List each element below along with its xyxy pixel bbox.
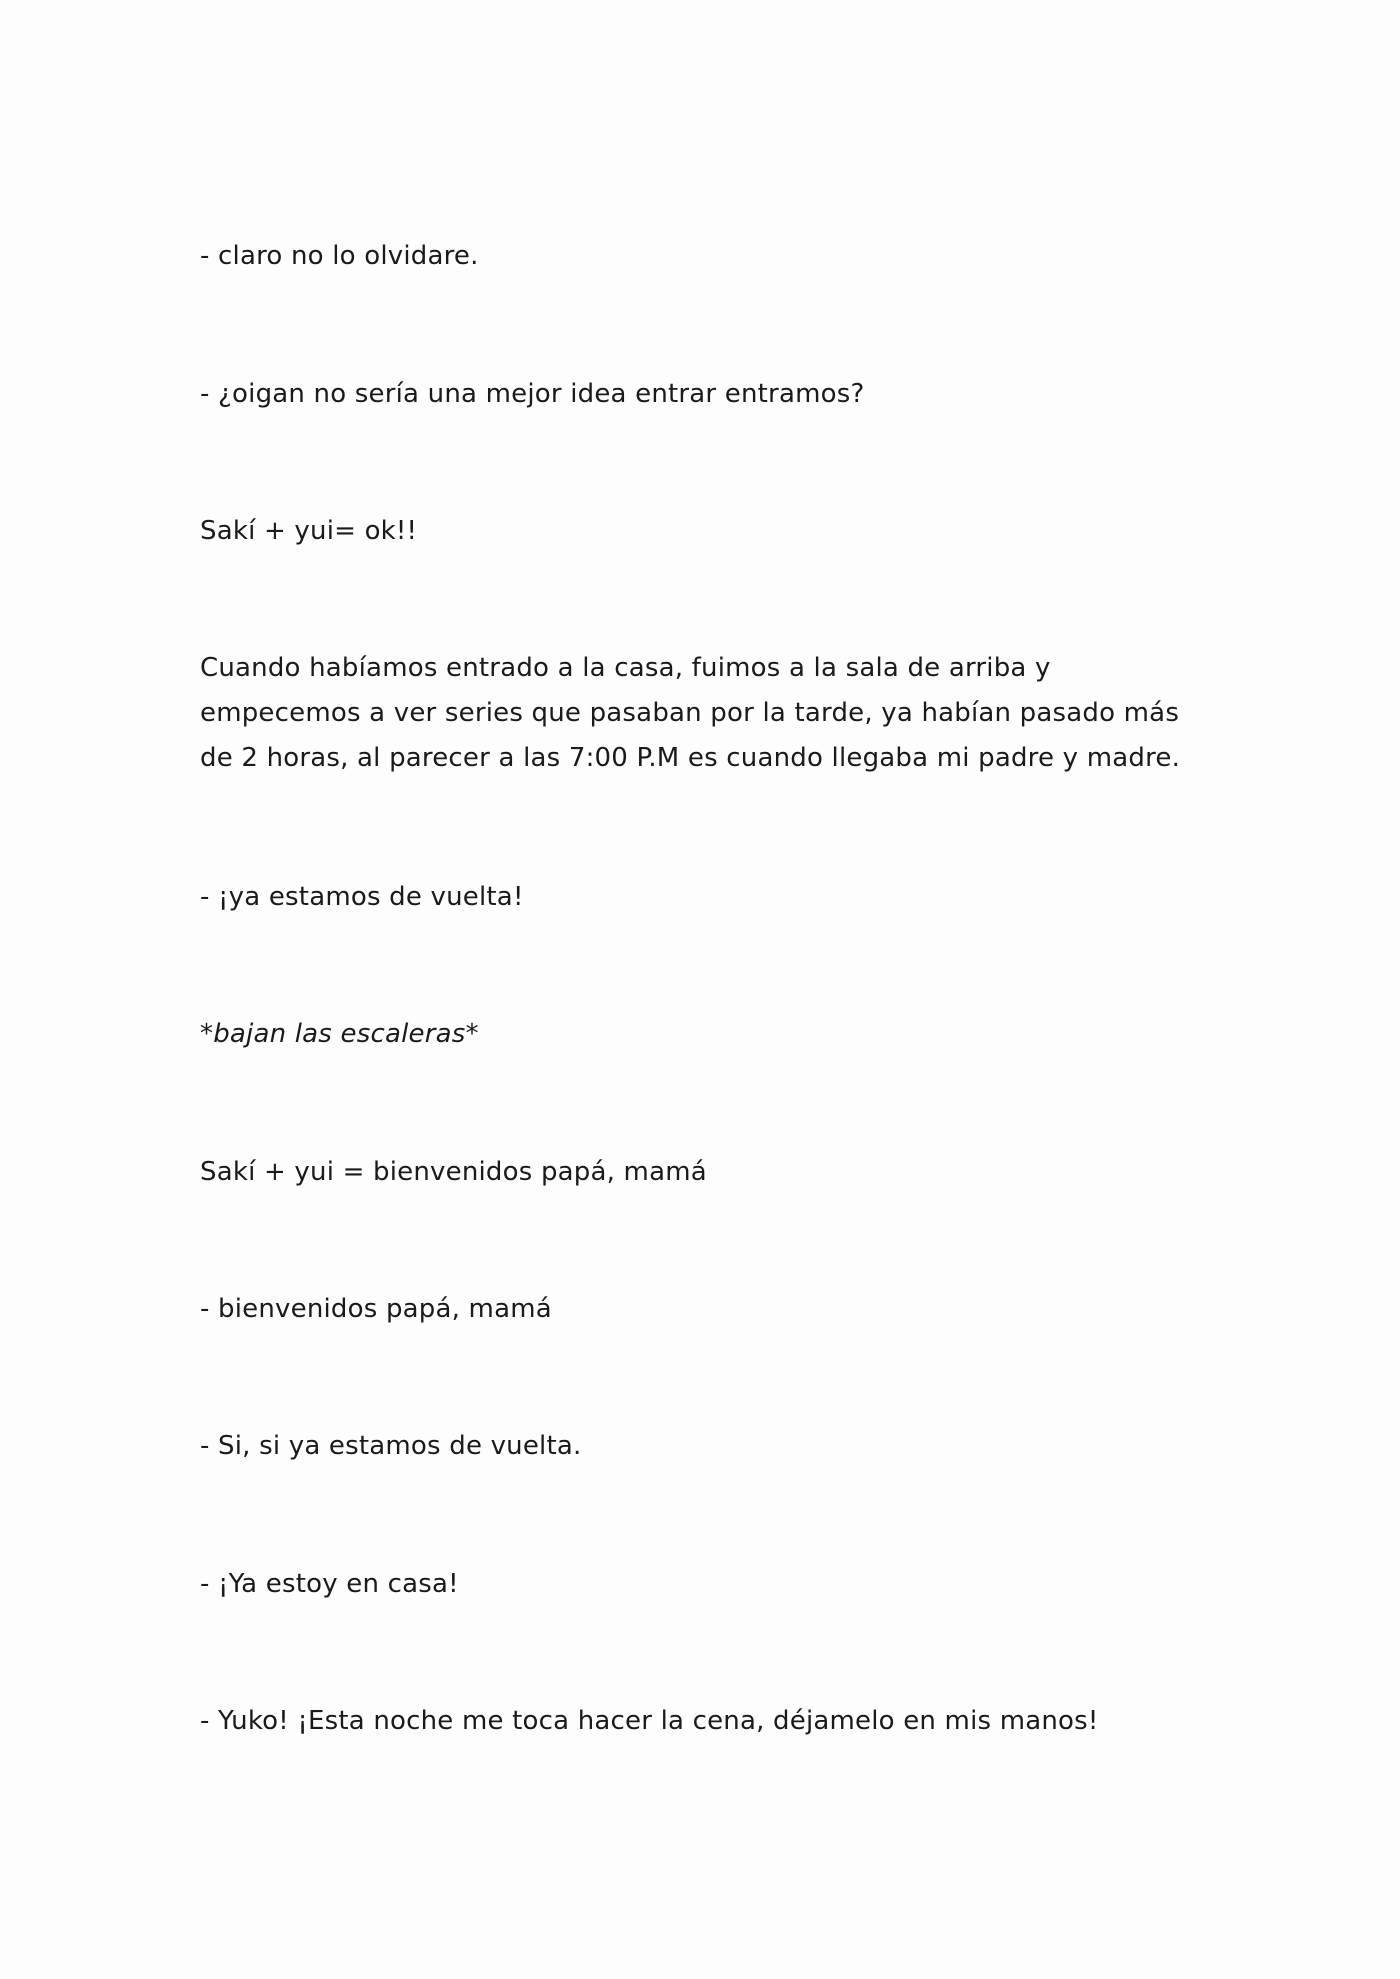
dialogue-line: Sakí + yui= ok!!: [200, 516, 418, 546]
dialogue-line: - ¡Ya estoy en casa!: [200, 1569, 459, 1599]
stage-direction: *bajan las escaleras*: [200, 1019, 479, 1049]
dialogue-line: - Si, si ya estamos de vuelta.: [200, 1431, 582, 1461]
dialogue-line: - bienvenidos papá, mamá: [200, 1294, 552, 1324]
dialogue-line: - Yuko! ¡Esta noche me toca hacer la cena, déjamelo en mis manos!: [200, 1706, 1099, 1736]
dialogue-line: - ¿oigan no sería una mejor idea entrar entramos?: [200, 379, 865, 409]
dialogue-line: Sakí + yui = bienvenidos papá, mamá: [200, 1157, 707, 1187]
dialogue-line: - claro no lo olvidare.: [200, 241, 479, 271]
narrative-paragraph: Cuando habíamos entrado a la casa, fuimos a la sala de arriba y empecemos a ver series que pasaban por la tarde, ya habían pasado más de 2 horas, al parecer a las 7:00 P.M es cuando llegaba mi padre y madre.: [200, 653, 1181, 773]
dialogue-line: - ¡ya estamos de vuelta!: [200, 882, 524, 912]
